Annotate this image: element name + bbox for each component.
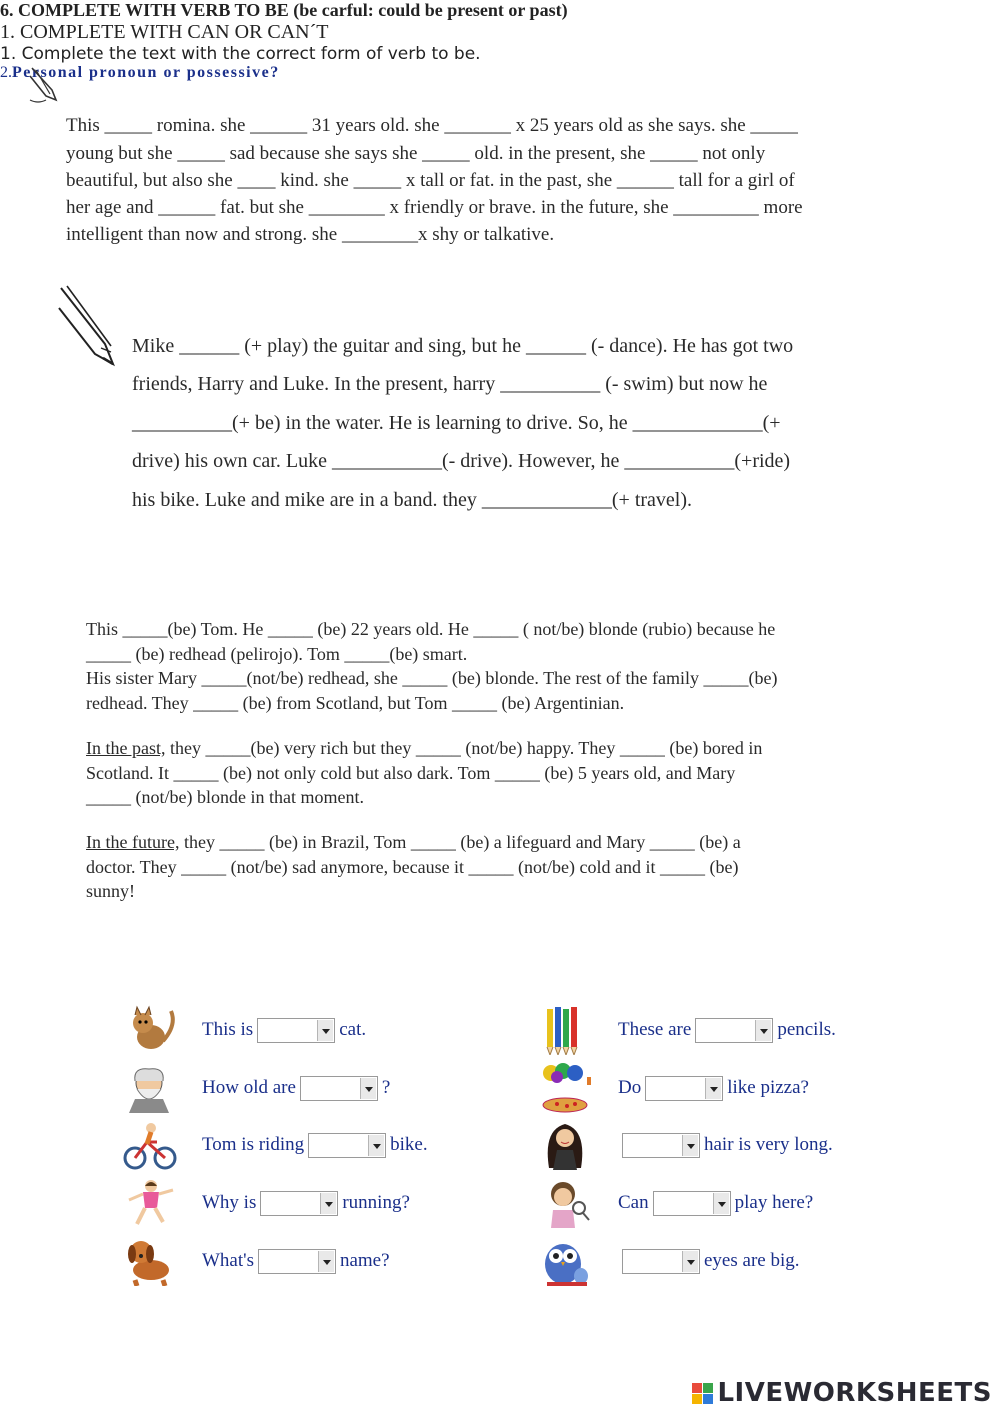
text-line: This _____(be) Tom. He _____ (be) 22 years old. He _____ ( not/be) blonde (rubio) because he	[86, 619, 776, 639]
balloons-pizza-icon	[536, 1063, 596, 1113]
pen-icon	[55, 282, 125, 372]
section-number: 2.	[0, 64, 12, 81]
prompt-text: Why is	[202, 1192, 257, 1213]
section-can-cant-title: 1. COMPLETE WITH CAN OR CAN´T	[0, 21, 329, 43]
cat-icon	[120, 1005, 180, 1055]
answer-dropdown[interactable]	[622, 1133, 700, 1158]
text-line: _____ (be) redhead (pelirojo). Tom _____(be) smart.	[86, 644, 468, 664]
text-line: _____ (not/be) blonde in that moment.	[86, 787, 364, 807]
woman-icon	[536, 1120, 596, 1170]
past-heading: In the past,	[86, 738, 166, 758]
exercise-row	[120, 1120, 428, 1170]
prompt-text: Can	[618, 1192, 649, 1213]
prompt-text: play here?	[734, 1192, 814, 1213]
answer-dropdown[interactable]	[653, 1191, 731, 1216]
liveworksheets-logo	[692, 1378, 992, 1408]
exercise-row	[536, 1178, 813, 1228]
exercise-row	[536, 1005, 836, 1055]
logo-text: LIVEWORKSHEETS	[717, 1378, 992, 1408]
text-line: Scotland. It _____ (be) not only cold but also dark. Tom _____ (be) 5 years old, and Mary	[86, 763, 736, 783]
text-line	[86, 739, 762, 757]
prompt-text: running?	[342, 1192, 410, 1213]
text-line	[86, 833, 741, 851]
text-line: His sister Mary _____(not/be) redhead, she _____ (be) blonde. The rest of the family _____(be)	[86, 668, 778, 688]
exercise-row	[120, 1005, 366, 1055]
answer-dropdown[interactable]	[258, 1249, 336, 1274]
answer-dropdown[interactable]	[308, 1133, 386, 1158]
answer-dropdown[interactable]	[300, 1076, 378, 1101]
text-line: beautiful, but also she ____ kind. she _____ x tall or fat. in the past, she ______ tall for a girl of	[66, 170, 795, 191]
text-span: they _____(be) very rich but they _____ (not/be) happy. They _____ (be) bored in	[165, 738, 763, 758]
answer-dropdown[interactable]	[645, 1076, 723, 1101]
text-line: young but she _____ sad because she says she _____ old. in the present, she _____ not only	[66, 143, 766, 164]
prompt-text: What's	[202, 1250, 254, 1271]
text-line: This _____ romina. she ______ 31 years old. she _______ x 25 years old as she says. she _____	[66, 115, 798, 136]
section-title-text: Personal pronoun or possessive?	[12, 64, 280, 81]
prompt-text: pencils.	[777, 1019, 836, 1040]
text-line: sunny!	[86, 881, 135, 901]
text-line: friends, Harry and Luke. In the present, harry __________ (- swim) but now he	[132, 373, 768, 395]
future-heading: In the future,	[86, 832, 180, 852]
answer-dropdown[interactable]	[695, 1018, 773, 1043]
prompt-text: bike.	[390, 1134, 428, 1155]
text-line: redhead. They _____ (be) from Scotland, but Tom _____ (be) Argentinian.	[86, 693, 625, 713]
cyclist-icon	[120, 1120, 180, 1170]
prompt-text: cat.	[339, 1019, 367, 1040]
pencils-icon	[536, 1005, 596, 1055]
prompt-text: ?	[381, 1077, 391, 1098]
old-man-icon	[120, 1063, 180, 1113]
text-line: his bike. Luke and mike are in a band. they _____________(+ travel).	[132, 489, 693, 511]
prompt-text: This is	[202, 1019, 254, 1040]
exercise-row	[120, 1063, 390, 1113]
text-line: her age and ______ fat. but she ________ x friendly or brave. in the future, she _________ more	[66, 197, 803, 218]
answer-dropdown[interactable]	[260, 1191, 338, 1216]
section-pronoun-title	[0, 64, 1000, 82]
text-line: doctor. They _____ (not/be) sad anymore, because it _____ (not/be) cold and it _____ (be)	[86, 857, 739, 877]
text-line: drive) his own car. Luke ___________(- drive). However, he ___________(+ride)	[132, 450, 791, 472]
exercise-row	[120, 1236, 390, 1286]
prompt-text: like pizza?	[727, 1077, 809, 1098]
prompt-text: These are	[618, 1019, 692, 1040]
logo-mark-icon	[692, 1383, 713, 1404]
text-span: they _____ (be) in Brazil, Tom _____ (be) a lifeguard and Mary _____ (be) a	[179, 832, 741, 852]
prompt-text: eyes are big.	[704, 1250, 800, 1271]
text-line: __________(+ be) in the water. He is learning to drive. So, he _____________(+	[132, 412, 781, 434]
section-verb-to-be-title: 6. COMPLETE WITH VERB TO BE (be carful: could be present or past)	[0, 0, 568, 20]
prompt-text: Tom is riding	[202, 1134, 305, 1155]
pencil-icon	[28, 64, 62, 106]
prompt-text: name?	[339, 1250, 390, 1271]
owl-icon	[536, 1236, 596, 1286]
exercise-row	[536, 1236, 799, 1286]
answer-dropdown[interactable]	[257, 1018, 335, 1043]
section-correct-form-title: 1. Complete the text with the correct form of verb to be.	[0, 44, 481, 64]
running-girl-icon	[120, 1178, 180, 1228]
prompt-text: Do	[618, 1077, 642, 1098]
answer-dropdown[interactable]	[622, 1249, 700, 1274]
exercise-row	[120, 1178, 410, 1228]
child-icon	[536, 1178, 596, 1228]
prompt-text: hair is very long.	[704, 1134, 833, 1155]
text-line: Mike ______ (+ play) the guitar and sing, but he ______ (- dance). He has got two	[132, 335, 794, 357]
text-line: intelligent than now and strong. she ________x shy or talkative.	[66, 224, 555, 245]
dog-icon	[120, 1236, 180, 1286]
exercise-row	[536, 1120, 833, 1170]
prompt-text: How old are	[202, 1077, 296, 1098]
exercise-row	[536, 1063, 809, 1113]
